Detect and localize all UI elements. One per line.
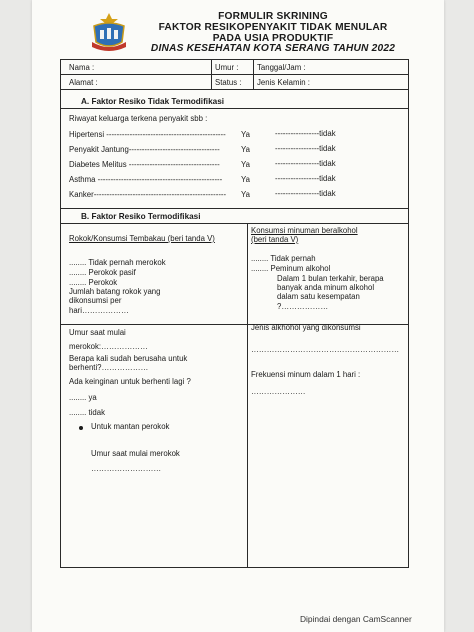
tanggal-field[interactable]: Tanggal/Jam :: [257, 63, 306, 72]
row-label: Asthma ------------------------------------------------: [69, 175, 223, 184]
tidak-option[interactable]: -----------------tidak: [275, 129, 336, 138]
umur-mulai-merokok-input[interactable]: merokok:………………: [69, 342, 148, 351]
tidak-option[interactable]: ........ tidak: [69, 408, 105, 417]
alkohol-amount-input[interactable]: ?………………: [277, 302, 329, 311]
row-label: Kanker---------------------------------------------------: [69, 190, 227, 199]
perokok-option[interactable]: ........ Perokok: [69, 278, 118, 287]
perokok-pasif-option[interactable]: ........ Perokok pasif: [69, 268, 136, 277]
ya-option[interactable]: Ya: [241, 130, 250, 139]
serang-city-emblem-icon: [88, 12, 130, 52]
ya-option[interactable]: Ya: [241, 175, 250, 184]
ya-option[interactable]: Ya: [241, 145, 250, 154]
jumlah-batang-label-2: dikonsumsi per: [69, 296, 122, 305]
alkohol-heading-2: (beri tanda V): [251, 235, 299, 244]
mantan-perokok-label: Untuk mantan perokok: [91, 422, 170, 431]
tidak-option[interactable]: -----------------tidak: [275, 189, 336, 198]
alamat-field[interactable]: Alamat :: [69, 78, 98, 87]
alkohol-question-2: banyak anda minum alkohol: [277, 283, 375, 292]
screening-form: [60, 59, 409, 568]
tidak-pernah-merokok-option[interactable]: ........ Tidak pernah merokok: [69, 258, 166, 267]
jenis-kelamin-field[interactable]: Jenis Kelamin :: [257, 78, 310, 87]
umur-mulai-label: Umur saat mulai: [69, 328, 126, 337]
ya-option[interactable]: Ya: [241, 160, 250, 169]
rokok-heading: Rokok/Konsumsi Tembakau (beri tanda V): [69, 234, 215, 243]
section-a-title: A. Faktor Resiko Tidak Termodifikasi: [81, 97, 225, 106]
jumlah-batang-label: Jumlah batang rokok yang: [69, 287, 161, 296]
row-label: Diabetes Melitus -----------------------------------: [69, 160, 220, 169]
bullet-icon: [79, 426, 83, 430]
status-field[interactable]: Status :: [215, 78, 242, 87]
umur-field[interactable]: Umur :: [215, 63, 239, 72]
camscanner-watermark: Dipindai dengan CamScanner: [300, 614, 412, 624]
section-b-title: B. Faktor Resiko Termodifikasi: [81, 212, 201, 221]
berhenti-count-input[interactable]: berhenti?………………: [69, 363, 149, 372]
form-title: FORMULIR SKRINING: [218, 11, 328, 22]
jenis-alkohol-label: Jenis alkhohol yang dikonsumsi: [251, 323, 361, 332]
peminum-alkohol-option[interactable]: ........ Peminum alkohol: [251, 264, 331, 273]
alkohol-question: Dalam 1 bulan terkahir, berapa: [277, 274, 384, 283]
alkohol-question-3: dalam satu kesempatan: [277, 292, 360, 301]
alkohol-heading: Konsumsi minuman beralkohol: [251, 226, 358, 235]
tidak-option[interactable]: -----------------tidak: [275, 174, 336, 183]
tidak-option[interactable]: -----------------tidak: [275, 144, 336, 153]
nama-field[interactable]: Nama :: [69, 63, 95, 72]
form-subtitle-2: PADA USIA PRODUKTIF: [212, 33, 334, 44]
jenis-alkohol-input[interactable]: …………………………………………………: [251, 345, 400, 354]
tidak-option[interactable]: -----------------tidak: [275, 159, 336, 168]
frekuensi-input[interactable]: …………………: [251, 387, 306, 396]
family-history-question: Riwayat keluarga terkena penyakit sbb :: [69, 114, 208, 123]
row-label: Hipertensi ----------------------------------------------: [69, 130, 226, 139]
form-subtitle: FAKTOR RESIKOPENYAKIT TIDAK MENULAR: [158, 22, 388, 33]
jumlah-batang-input[interactable]: hari………………: [69, 306, 129, 315]
keinginan-question: Ada keinginan untuk berhenti lagi ?: [69, 377, 191, 386]
berhenti-question: Berapa kali sudah berusaha untuk: [69, 354, 188, 363]
umur-berhenti-label: Umur saat mulai merokok: [91, 449, 180, 458]
ya-option[interactable]: ........ ya: [69, 393, 97, 402]
ya-option[interactable]: Ya: [241, 190, 250, 199]
row-label: Penyakit Jantung-----------------------------------: [69, 145, 220, 154]
frekuensi-label: Frekuensi minum dalam 1 hari :: [251, 370, 361, 379]
form-agency: DINAS KESEHATAN KOTA SERANG TAHUN 2022: [150, 43, 396, 54]
tidak-pernah-minum-option[interactable]: ........ Tidak pernah: [251, 254, 316, 263]
umur-berhenti-input[interactable]: ………………………: [91, 464, 162, 473]
